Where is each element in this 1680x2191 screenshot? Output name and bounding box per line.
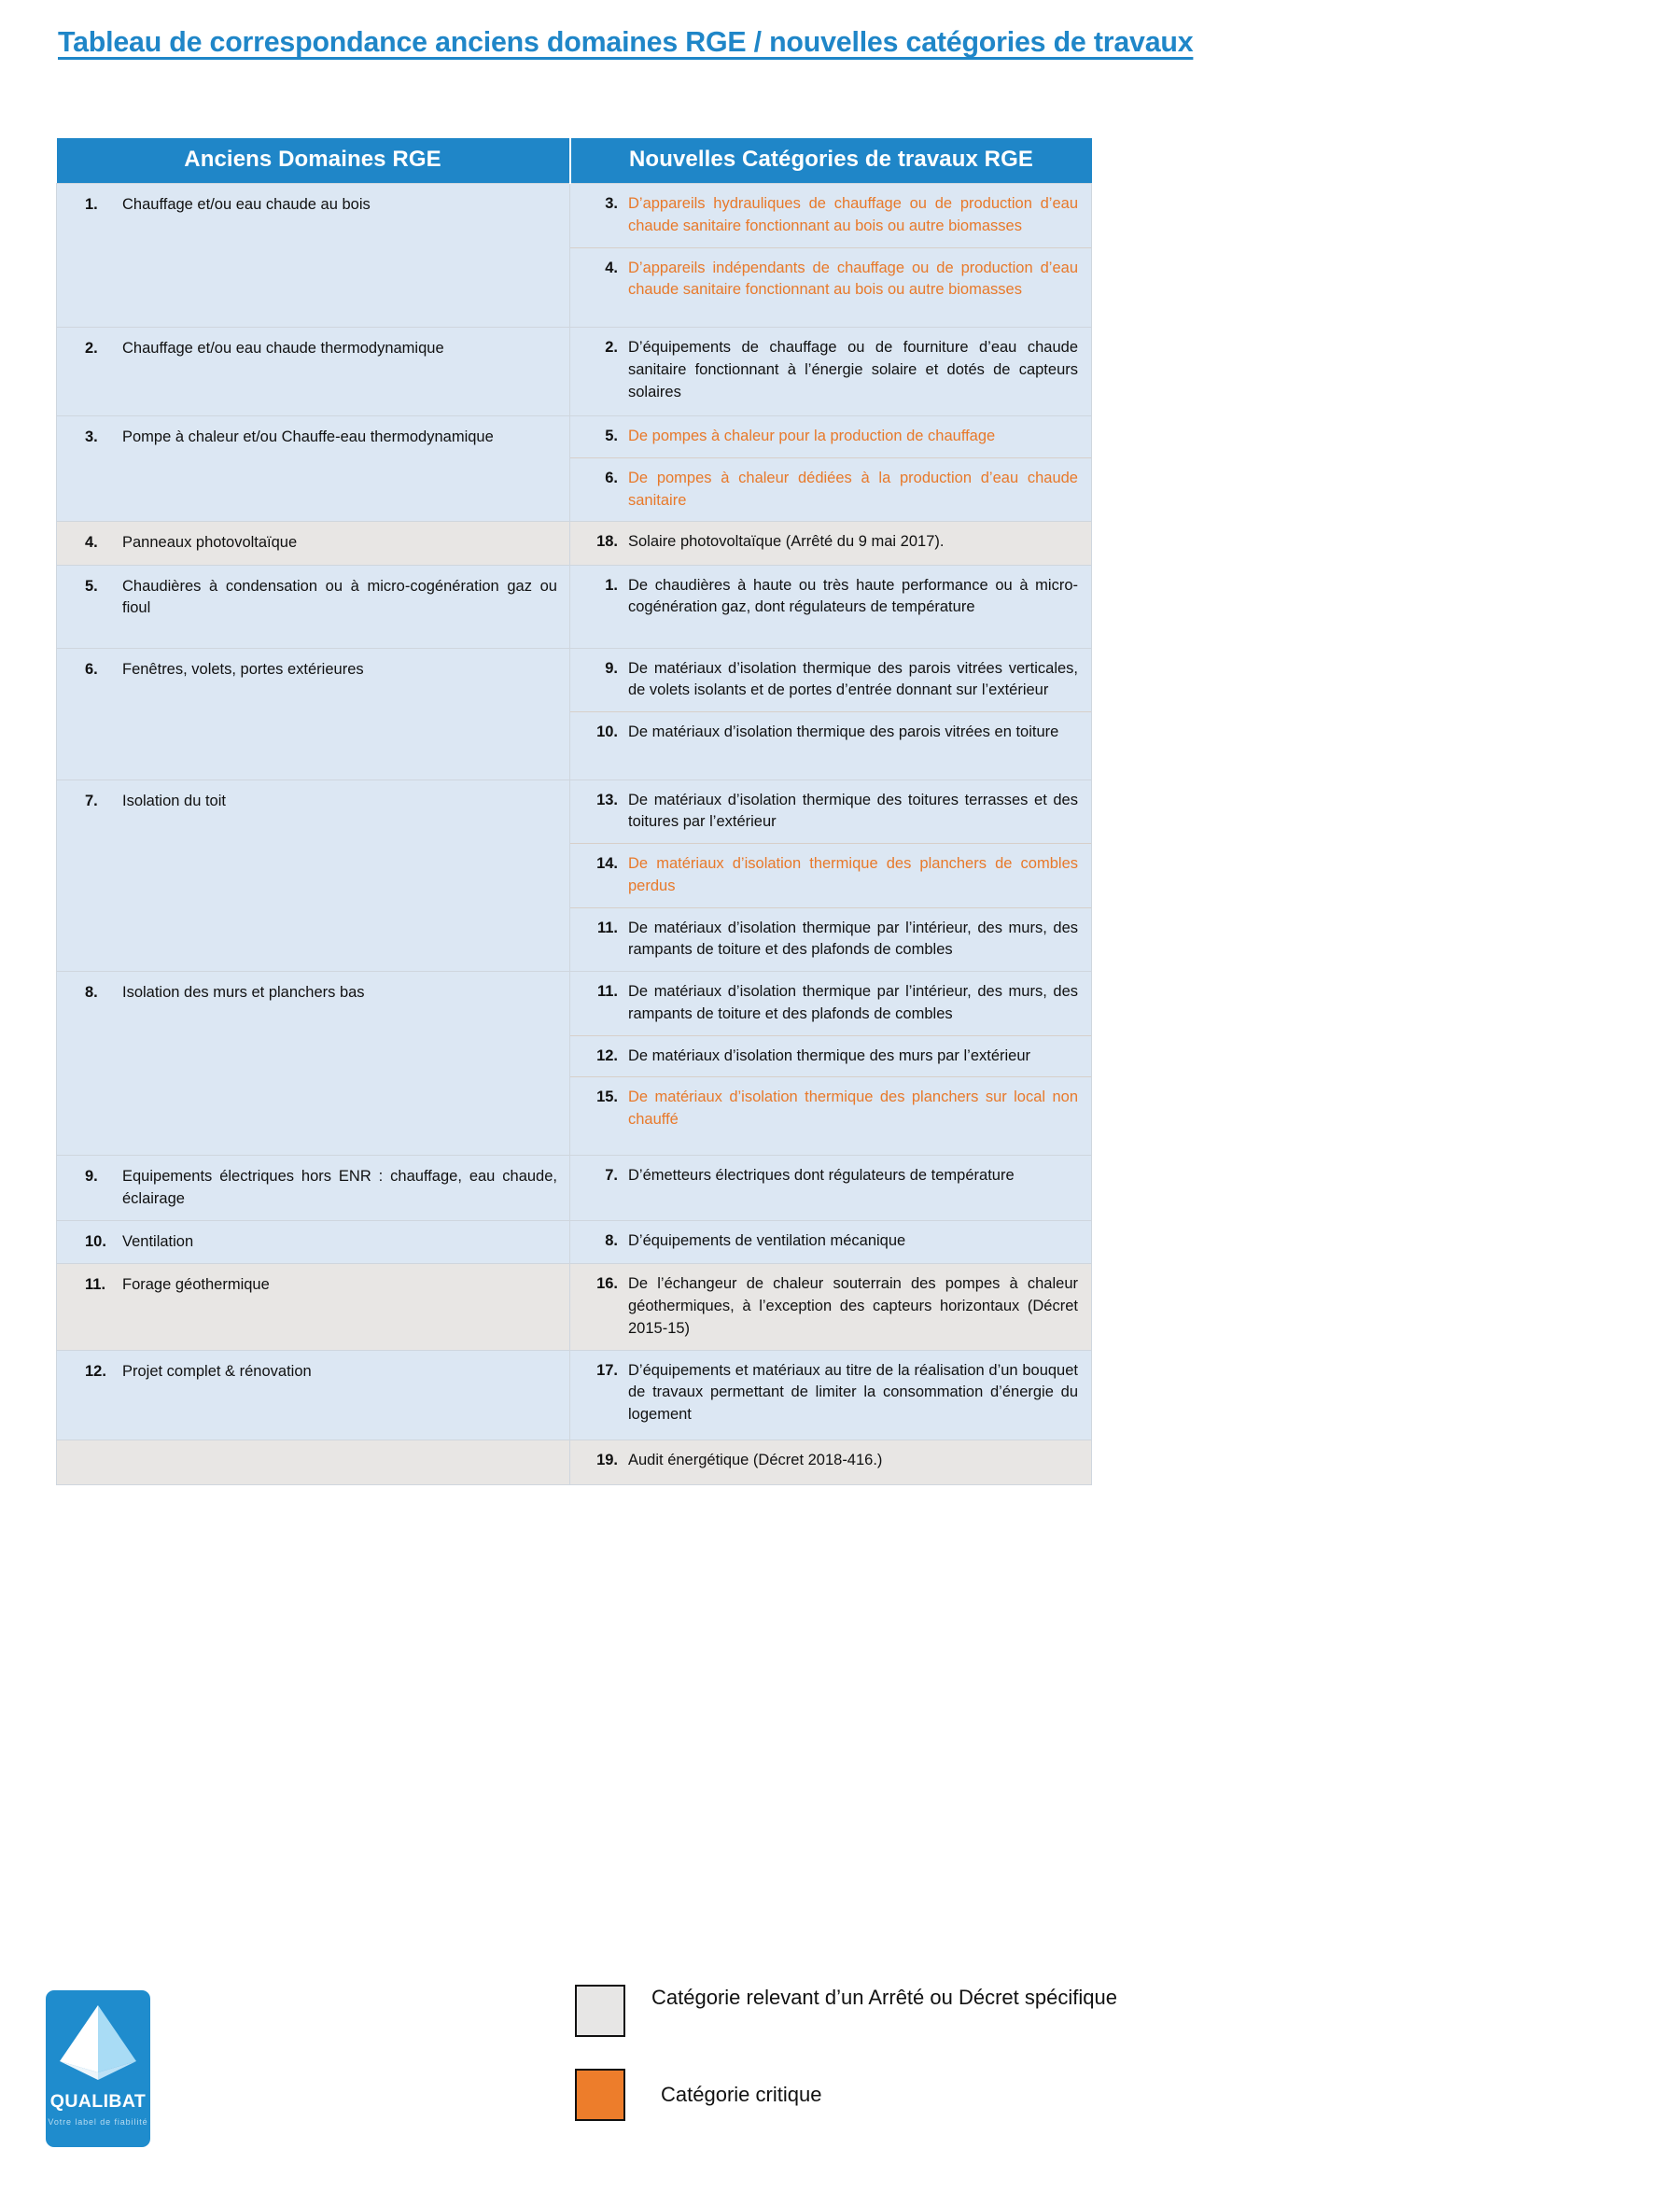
old-domain-cell: [57, 1440, 570, 1484]
new-category-label-critical: De pompes à chaleur dédiées à la production d’eau chaude sanitaire: [628, 469, 1078, 509]
new-category-label: De chaudières à haute ou très haute performance ou à micro-cogénération gaz, dont régulateurs de température: [628, 576, 1078, 616]
old-domain-cell: [57, 184, 570, 328]
old-domain-cell: [57, 1264, 570, 1350]
new-category-cell: [570, 1350, 1092, 1440]
old-domain-number: 10.: [85, 1233, 106, 1251]
table-row: [57, 1350, 1092, 1440]
table-body: [57, 184, 1092, 1485]
old-domain-number: 6.: [85, 660, 98, 678]
new-category-item: [570, 972, 1091, 1036]
new-category-number: 2.: [605, 339, 618, 356]
old-domain-cell: [57, 648, 570, 779]
new-category-item: [570, 1221, 1091, 1262]
table-row: [57, 648, 1092, 779]
column-header-new-categories: Nouvelles Catégories de travaux RGE: [570, 138, 1092, 184]
new-category-number: 5.: [605, 428, 618, 444]
old-domain-cell: [57, 972, 570, 1156]
old-domain-number: 8.: [85, 984, 98, 1002]
new-category-label: De matériaux d’isolation thermique des murs par l’extérieur: [628, 1046, 1031, 1064]
new-category-item: [570, 908, 1091, 972]
new-category-label: De matériaux d’isolation thermique par l’intérieur, des murs, des rampants de toiture et des plafonds de combles: [628, 983, 1078, 1022]
old-domain-cell: [57, 565, 570, 648]
new-category-number: 11.: [596, 983, 618, 1001]
new-category-item: [570, 844, 1091, 908]
old-domain-cell: [57, 779, 570, 972]
old-domain-label: Forage géothermique: [122, 1276, 270, 1294]
new-category-label: Audit énergétique (Décret 2018-416.): [628, 1451, 883, 1468]
new-category-cell: [570, 184, 1092, 328]
legend-label: Catégorie critique: [661, 2083, 822, 2106]
new-category-label-critical: De matériaux d’isolation thermique des planchers sur local non chauffé: [628, 1088, 1078, 1129]
pyramid-icon: [58, 2003, 138, 2082]
old-domain-number: 5.: [85, 577, 98, 595]
new-category-label: De matériaux d’isolation thermique par l’intérieur, des murs, des rampants de toiture et des plafonds de combles: [628, 919, 1078, 959]
new-category-number: 13.: [596, 791, 618, 808]
qualibat-logo: [46, 1990, 150, 2147]
old-domain-number: 4.: [85, 534, 98, 552]
new-category-item: [570, 248, 1091, 312]
old-domain-number: 1.: [85, 196, 98, 213]
old-domain-cell: [57, 522, 570, 565]
new-category-item: [570, 649, 1091, 713]
new-category-item: [570, 1077, 1091, 1141]
table-row: [57, 1440, 1092, 1484]
old-domain-number: 12.: [85, 1362, 106, 1380]
new-category-label-critical: D’appareils indépendants de chauffage ou de production d’eau chaude sanitaire fonctionnant au bois ou autre biomasses: [628, 259, 1078, 299]
new-category-cell: [570, 565, 1092, 648]
new-category-number: 16.: [596, 1275, 618, 1293]
table-header: [57, 138, 1092, 184]
new-category-cell: [570, 522, 1092, 565]
new-category-label: De matériaux d’isolation thermique des parois vitrées en toiture: [628, 723, 1059, 741]
page-title: Tableau de correspondance anciens domaines RGE / nouvelles catégories de travaux: [58, 26, 1194, 58]
table-row: [57, 184, 1092, 328]
new-category-label-critical: De pompes à chaleur pour la production de chauffage: [628, 428, 996, 444]
new-category-label: De matériaux d’isolation thermique des parois vitrées verticales, de volets isolants et de portes d’entrée donnant sur l’extérieur: [628, 659, 1078, 699]
new-category-number: 6.: [605, 469, 618, 486]
new-category-cell: [570, 972, 1092, 1156]
table-row: [57, 328, 1092, 416]
logo-tagline: Votre label de fiabilité: [48, 2117, 148, 2127]
new-category-number: 17.: [596, 1361, 618, 1379]
new-category-label: D’équipements de chauffage ou de fourniture d’eau chaude sanitaire fonctionnant à l’énergie solaire et dotés de capteurs solaires: [628, 339, 1078, 400]
new-category-label-critical: D’appareils hydrauliques de chauffage ou de production d’eau chaude sanitaire fonctionnant au bois ou autre biomasses: [628, 195, 1078, 234]
old-domain-number: 9.: [85, 1168, 98, 1186]
new-category-item: [570, 780, 1091, 845]
old-domain-number: 7.: [85, 792, 98, 809]
legend-label: Catégorie relevant d’un Arrêté ou Décret spécifique: [651, 1986, 1117, 2009]
old-domain-cell: [57, 1350, 570, 1440]
old-domain-label: Chauffage et/ou eau chaude au bois: [122, 196, 371, 213]
old-domain-cell: [57, 328, 570, 416]
old-domain-cell: [57, 416, 570, 522]
old-domain-number: 3.: [85, 428, 98, 445]
new-category-label: D’équipements et matériaux au titre de la réalisation d’un bouquet de travaux permettant de limiter la consommation d’énergie du logement: [628, 1361, 1078, 1424]
legend-row: [575, 2065, 1415, 2121]
new-category-cell: [570, 416, 1092, 522]
new-category-cell: [570, 779, 1092, 972]
legend-row: [575, 1981, 1415, 2037]
new-category-label-critical: De matériaux d’isolation thermique des planchers de combles perdus: [628, 855, 1078, 894]
new-category-number: 10.: [596, 723, 618, 741]
new-category-item: [570, 712, 1091, 753]
new-category-label: Solaire photovoltaïque (Arrêté du 9 mai 2017).: [628, 533, 945, 551]
table-row: [57, 779, 1092, 972]
new-category-number: 8.: [605, 1232, 618, 1250]
logo-wordmark: QUALIBAT: [49, 2091, 147, 2112]
table-header-row: [57, 138, 1092, 184]
new-category-item: [570, 328, 1091, 413]
new-category-number: 15.: [596, 1088, 618, 1106]
new-category-number: 14.: [596, 855, 618, 873]
table-row: [57, 1221, 1092, 1264]
new-category-number: 12.: [596, 1046, 618, 1064]
new-category-item: [570, 416, 1091, 458]
old-domain-label: Fenêtres, volets, portes extérieures: [122, 660, 364, 678]
new-category-cell: [570, 648, 1092, 779]
new-category-item: [570, 1351, 1091, 1436]
new-category-item: [570, 522, 1091, 563]
new-category-number: 3.: [605, 195, 618, 212]
new-category-cell: [570, 1156, 1092, 1221]
table-row: [57, 972, 1092, 1156]
table-row: [57, 565, 1092, 648]
new-category-item: [570, 1036, 1091, 1078]
new-category-item: [570, 184, 1091, 248]
new-category-label: D’émetteurs électriques dont régulateurs de température: [628, 1167, 1015, 1185]
document-footer: [0, 1981, 1680, 2191]
new-category-cell: [570, 1264, 1092, 1350]
legend-swatch-orange: [575, 2069, 625, 2121]
new-category-item: [570, 1156, 1091, 1197]
old-domain-label: Equipements électriques hors ENR : chauffage, eau chaude, éclairage: [122, 1168, 557, 1207]
new-category-label: De matériaux d’isolation thermique des toitures terrasses et des toitures par l’extérieur: [628, 791, 1078, 831]
new-category-number: 1.: [605, 576, 618, 594]
new-category-number: 4.: [605, 259, 618, 276]
legend-swatch-gray: [575, 1985, 625, 2037]
table-row: [57, 416, 1092, 522]
new-category-label: D’équipements de ventilation mécanique: [628, 1232, 906, 1250]
new-category-item: [570, 1440, 1091, 1482]
old-domain-label: Pompe à chaleur et/ou Chauffe-eau thermodynamique: [122, 428, 494, 445]
column-header-old-domains: Anciens Domaines RGE: [57, 138, 570, 184]
table-row: [57, 1156, 1092, 1221]
new-category-item: [570, 458, 1091, 522]
table-row: [57, 1264, 1092, 1350]
old-domain-cell: [57, 1221, 570, 1264]
correspondence-table: [56, 138, 1092, 1485]
new-category-number: 7.: [605, 1167, 618, 1185]
old-domain-label: Panneaux photovoltaïque: [122, 534, 298, 552]
new-category-cell: [570, 1440, 1092, 1484]
old-domain-label: Projet complet & rénovation: [122, 1362, 312, 1380]
old-domain-label: Ventilation: [122, 1233, 194, 1251]
new-category-item: [570, 1264, 1091, 1349]
new-category-number: 18.: [596, 533, 618, 551]
new-category-number: 11.: [596, 919, 618, 936]
new-category-cell: [570, 328, 1092, 416]
old-domain-cell: [57, 1156, 570, 1221]
new-category-item: [570, 566, 1091, 629]
table-row: [57, 522, 1092, 565]
new-category-label: De l’échangeur de chaleur souterrain des pompes à chaleur géothermiques, à l’exception des capteurs horizontaux (Décret 2015-15): [628, 1275, 1078, 1337]
old-domain-label: Chauffage et/ou eau chaude thermodynamique: [122, 340, 444, 357]
old-domain-number: 11.: [85, 1276, 106, 1294]
old-domain-label: Isolation des murs et planchers bas: [122, 984, 365, 1002]
legend: [575, 1981, 1415, 2149]
old-domain-number: 2.: [85, 340, 98, 357]
new-category-cell: [570, 1221, 1092, 1264]
old-domain-label: Chaudières à condensation ou à micro-cogénération gaz ou fioul: [122, 577, 557, 617]
new-category-number: 19.: [596, 1451, 618, 1468]
old-domain-label: Isolation du toit: [122, 792, 226, 809]
new-category-number: 9.: [605, 659, 618, 677]
